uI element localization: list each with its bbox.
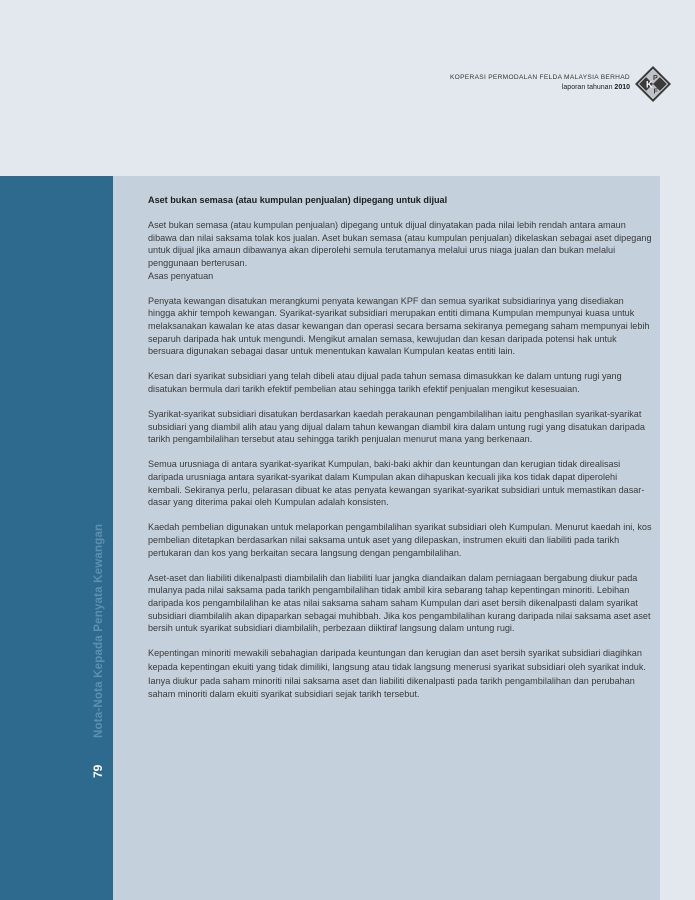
paragraph: Kepentingan minoriti mewakili sebahagian daripada keuntungan dan kerugian dan aset bersih syarikat subsidiari diagihkan kepada kepentingan ekuiti yang tidak dimiliki, langsung atau tidak langsung menerusi syarikat subsidiari oleh syarikat induk. Ianya diukur pada saham minoriti nilai saksama aset dan liabiliti dikenalpasti pada tarikh pengambilalihan dan perubahan saham minoriti dalam ekuiti syarikat subsidiari sejak tarikh tersebut. [148, 648, 646, 700]
content-body [148, 194, 653, 714]
logo-letter-f: F [653, 88, 658, 96]
report-label-text: laporan tahunan [561, 84, 613, 91]
kpf-logo-icon [635, 66, 671, 102]
report-year: 2010 [614, 84, 630, 91]
company-name: KOPERASI PERMODALAN FELDA MALAYSIA BERHAD [449, 74, 630, 81]
paragraph: Aset-aset dan liabiliti dikenalpasti diambilalih dan liabiliti luar jangka diandaikan dalam perniagaan bergabung diukur pada mulanya pada nilai saksama pada tarikh pengambilalihan tidak ambil kira sebarang tahap kepentingan minoriti. Lebihan daripada kos pengambilalihan ke atas nilai saksama saham saham Kumpulan dari aset bersih dikenalpasti dalam syarikat subsidiari diambilalih akan dipaparkan sebagai muhibbah. Jika kos pengambilalihan kurang daripada nilai saksama aset aset bersih untuk syarikat subsidiari diambilalih, perbezaan diiktiraf langsung dalam untung rugi. [148, 572, 651, 634]
page-number: 79 [91, 764, 105, 778]
page-header [0, 0, 695, 176]
section-title-vertical: Nota-Nota Kepada Penyata Kewangan [93, 523, 105, 738]
paragraph: Kaedah pembelian digunakan untuk melaporkan pengambilalihan syarikat subsidiari oleh Kumpulan. Menurut kaedah ini, kos pembelian ditetapkan berdasarkan nilai saksama untuk aset yang dilepaskan, instrumen ekuiti dan liabiliti pada tarikh pertukaran dan kos yang berkaitan secara langsung dengan pengambilalihan. [148, 522, 652, 558]
paragraph: Semua urusniaga di antara syarikat-syarikat Kumpulan, baki-baki akhir dan keuntungan dan kerugian tidak direalisasi daripada urusniaga antara syarikat-syarikat dalam Kumpulan akan dihapuskan kecuali jika kos tidak dapat diperolehi kembali. Sekiranya perlu, pelarasan dibuat ke atas penyata kewangan syarikat-syarikat subsidiari untuk memastikan dasar-dasar yang diterima pakai oleh Kumpulan adalah konsisten. [148, 459, 645, 508]
paragraph: Aset bukan semasa (atau kumpulan penjualan) dipegang untuk dijual dinyatakan pada nilai lebih rendah antara amaun dibawa dan nilai saksama tolak kos jualan. Aset bukan semasa (atau kumpulan penjualan) dikelaskan sebagai aset dipegang untuk dijual jika amaun dibawanya akan diperolehi semula terutamanya melalui urus niaga jualan dan bukan melalui penggunaan berterusan. [148, 220, 652, 268]
paragraph: Penyata kewangan disatukan merangkumi penyata kewangan KPF dan semua syarikat subsidiarinya yang disediakan hingga akhir tempoh kewangan. Syarikat-syarikat subsidiari merupakan entiti dimana Kumpulan mempunyai kuasa untuk melaksanakan kawalan ke atas dasar kewangan dan operasi secara bersama sekiranya pemegang saham mempunyai lebih separuh daripada hak untuk mengundi. Mengikut amalan semasa, kewujudan dan kesan daripada potensi hak untuk bersuara digunakan sebagai dasar untuk menentukan kawalan Kumpulan keatas entiti lain. [148, 295, 650, 357]
subheading: Asas penyatuan [148, 270, 214, 281]
right-margin [660, 176, 695, 900]
report-label [562, 84, 630, 91]
section-heading: Aset bukan semasa (atau kumpulan penjualan) dipegang untuk dijual [148, 195, 448, 205]
paragraph: Syarikat-syarikat subsidiari disatukan berdasarkan kaedah perakaunan pengambilalihan iaitu penghasilan syarikat-syarikat subsidiari yang diambil alih atau yang dijual dalam tahun kewangan diambil kira dalam untung rugi yang disatukan daripada tarikh pengambilalihan tersebut atau sehingga tarikh penjualan menurut mana yang berkenaan. [148, 409, 645, 445]
paragraph: Kesan dari syarikat subsidiari yang telah dibeli atau dijual pada tahun semasa dimasukkan ke dalam untung rugi yang disatukan bermula dari tarikh efektif pembelian atau sehingga tarikh efektif penjualan mengikut kesesuaian. [148, 371, 622, 394]
content-panel [113, 176, 660, 900]
logo-letter-p: P [653, 75, 658, 82]
logo-letter-k: K [646, 79, 653, 90]
